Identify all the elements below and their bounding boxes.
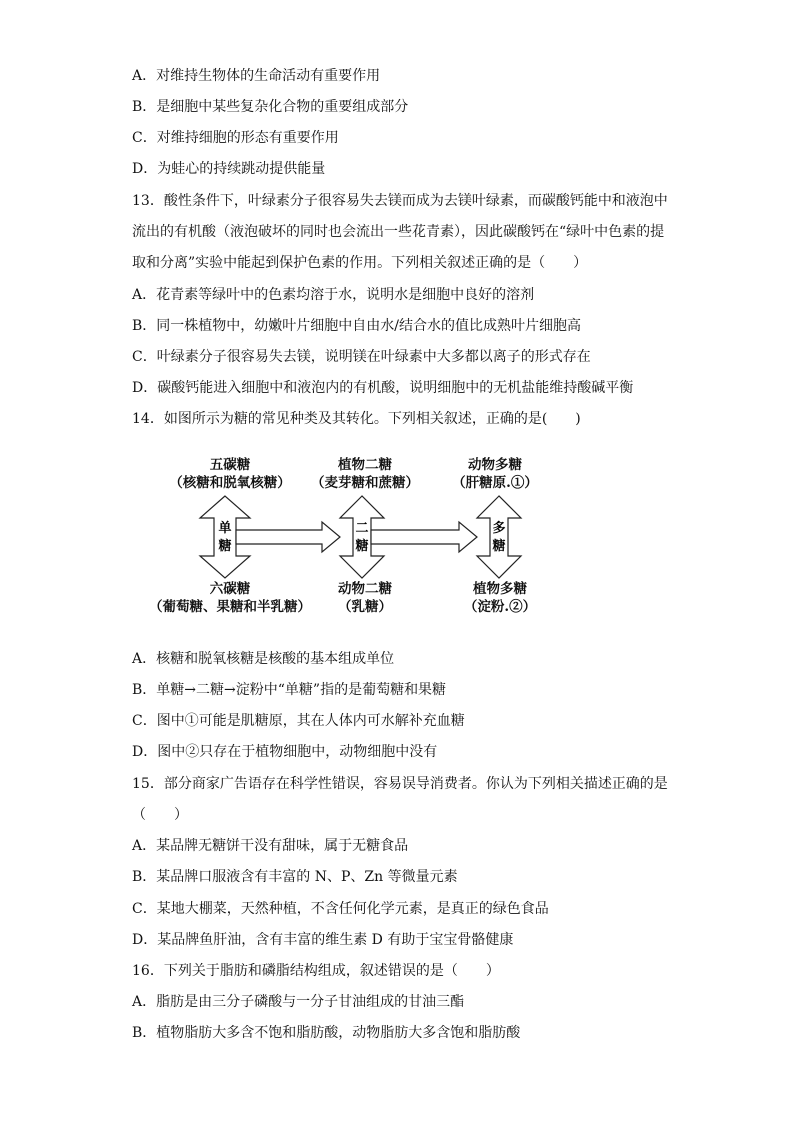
q13-stem-line-2: 流出的有机酸（液泡破坏的同时也会流出一些花青素），因此碳酸钙在“绿叶中色素的提 [132,224,665,240]
q12-option-a: A．对维持生物体的生命活动有重要作用 [132,68,381,84]
arrow-right-1 [236,522,340,552]
label-animal-disaccharide-detail: （乳糖） [338,599,392,615]
q16-option-a: A．脂肪是由三分子磷酸与一分子甘油组成的甘油三酯 [132,994,465,1010]
diagram-arrows [140,452,560,622]
q14-stem: 14．如图所示为糖的常见种类及其转化。下列相关叙述，正确的是( ) [132,411,581,427]
q13-stem-line-3: 取和分离”实验中能起到保护色素的作用。下列相关叙述正确的是（ ） [132,255,588,271]
q13-option-a: A．花青素等绿叶中的色素均溶于水，说明水是细胞中良好的溶剂 [132,287,535,303]
q12-option-d: D．为蛙心的持续跳动提供能量 [132,161,326,177]
q15-stem-line-2: （ ） [132,807,188,823]
label-animal-disaccharide: 动物二糖 [338,581,392,597]
label-plant-polysaccharide-detail: （淀粉.②） [463,599,537,615]
label-animal-polysaccharide-detail: （肝糖原.①） [452,475,538,491]
q15-option-b: B．某品牌口服液含有丰富的 N、P、Zn 等微量元素 [132,869,458,885]
label-animal-polysaccharide: 动物多糖 [468,457,522,473]
q12-option-c: C．对维持细胞的形态有重要作用 [132,130,339,146]
q13-option-b: B．同一株植物中，幼嫩叶片细胞中自由水/结合水的值比成熟叶片细胞高 [132,318,582,334]
q13-option-c: C．叶绿素分子很容易失去镁，说明镁在叶绿素中大多都以离子的形式存在 [132,349,591,365]
arrow-mid-char-2: 糖 [355,539,369,554]
q13-option-d: D．碳酸钙能进入细胞中和液泡内的有机酸，说明细胞中的无机盐能维持酸碱平衡 [132,380,634,396]
label-pentose: 五碳糖 [209,457,251,473]
label-hexose-detail: （葡萄糖、果糖和半乳糖） [149,599,311,615]
arrow-left-char-2: 糖 [218,539,232,554]
q15-option-c: C．某地大棚菜，天然种植，不含任何化学元素，是真正的绿色食品 [132,901,549,917]
arrow-right-char-2: 糖 [492,539,506,554]
label-plant-disaccharide-detail: （麦芽糖和蔗糖） [311,475,419,491]
q14-option-a: A．核糖和脱氧核糖是核酸的基本组成单位 [132,651,395,667]
q15-option-a: A．某品牌无糖饼干没有甜味，属于无糖食品 [132,838,409,854]
label-pentose-detail: （核糖和脱氧核糖） [169,475,291,491]
label-hexose: 六碳糖 [209,581,251,597]
q13-stem-line-1: 13．酸性条件下，叶绿素分子很容易失去镁而成为去镁叶绿素，而碳酸钙能中和液泡中 [132,193,668,209]
q15-stem-line-1: 15．部分商家广告语存在科学性错误，容易误导消费者。你认为下列相关描述正确的是 [132,776,668,792]
arrow-mid-char-1: 二 [355,521,369,536]
q14-option-d: D．图中②只存在于植物细胞中，动物细胞中没有 [132,744,438,760]
arrow-left-char-1: 单 [218,521,232,536]
arrow-polysaccharide [477,496,521,578]
arrow-right-char-1: 多 [492,521,506,536]
q16-stem: 16．下列关于脂肪和磷脂结构组成，叙述错误的是（ ） [132,963,500,979]
q15-option-d: D．某品牌鱼肝油，含有丰富的维生素 D 有助于宝宝骨骼健康 [132,932,514,948]
label-plant-disaccharide: 植物二糖 [338,457,392,473]
q16-option-b: B．植物脂肪大多含不饱和脂肪酸，动物脂肪大多含饱和脂肪酸 [132,1025,521,1041]
arrow-right-2 [371,522,477,552]
q12-option-b: B．是细胞中某些复杂化合物的重要组成部分 [132,99,409,115]
sugar-conversion-diagram [140,452,560,622]
q14-option-c: C．图中①可能是肌糖原，其在人体内可水解补充血糖 [132,713,465,729]
q14-option-b: B．单糖→二糖→淀粉中“单糖”指的是葡萄糖和果糖 [132,682,447,698]
label-plant-polysaccharide: 植物多糖 [473,581,527,597]
